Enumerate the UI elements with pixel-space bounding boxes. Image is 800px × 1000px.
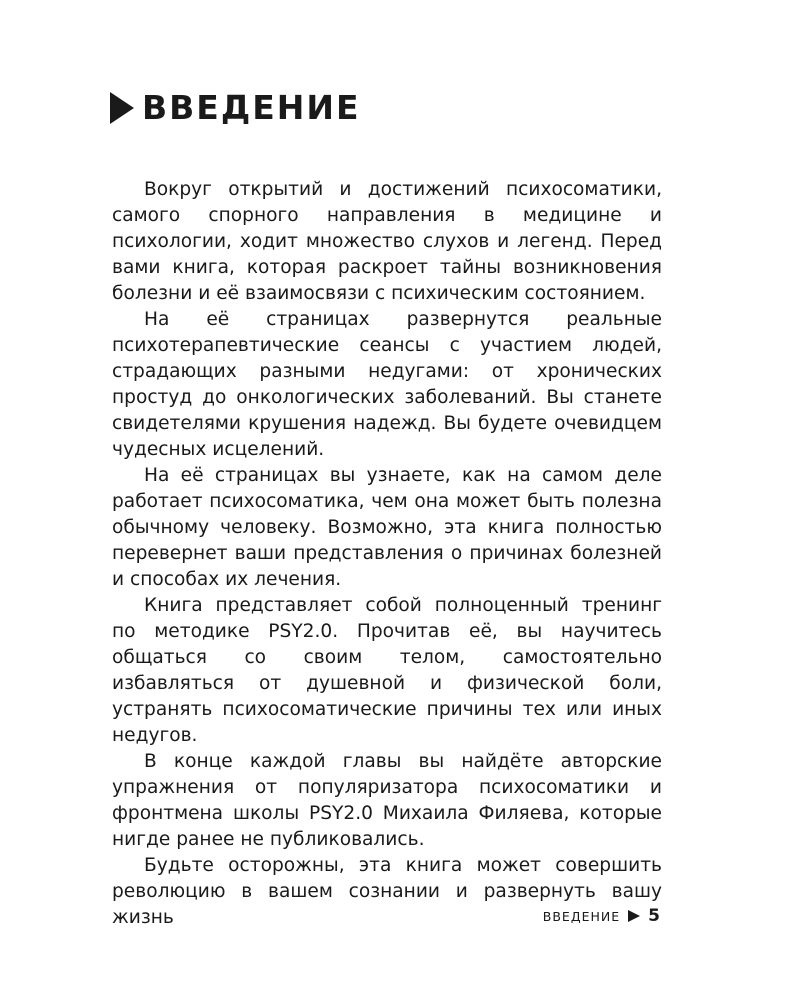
footer-section-title: ВВЕДЕНИЕ <box>542 908 621 924</box>
paragraph: На её страницах развернутся реальные психотерапевтические сеансы с участием людей, страдающих разными недугами: от хронических простуд до онкологических заболеваний. Вы станете свидетелями крушения надежд. Вы будете очевидцем чудесных исцелений. <box>112 309 662 460</box>
paragraph: Будьте осторожны, эта книга может совершить революцию в вашем сознании и развернуть вашу жизнь <box>112 855 662 928</box>
chapter-title: ВВЕДЕНИЕ <box>142 88 361 127</box>
paragraph: Книга представляет собой полноценный тренинг по методике PSY2.0. Прочитав её, вы научитесь общаться со своим телом, самостоятельно избавляться от душевной и физической боли, устранять психосоматические причины тех или иных недугов. <box>112 595 662 746</box>
running-footer <box>543 906 660 926</box>
paragraph: На её страницах вы узнаете, как на самом деле работает психосоматика, чем она может быть полезна обычному человеку. Возможно, эта книга полностью перевернет ваши представления о причинах болезней и способах их лечения. <box>112 465 662 590</box>
paragraph: Вокруг открытий и достижений психосоматики, самого спорного направления в медицине и психологии, ходит множество слухов и легенд. Перед вами книга, которая раскроет тайны возникновения болезни и её взаимосвязи с психическим состоянием. <box>112 179 662 304</box>
triangle-right-icon <box>110 92 134 124</box>
triangle-right-icon <box>628 910 640 922</box>
page-number: 5 <box>648 906 660 926</box>
chapter-heading <box>110 88 361 128</box>
body-text <box>112 177 662 931</box>
paragraph: В конце каждой главы вы найдёте авторские упражнения от популяризатора психосоматики и фронтмена школы PSY2.0 Михаила Филяева, которые нигде ранее не публиковались. <box>112 751 662 850</box>
